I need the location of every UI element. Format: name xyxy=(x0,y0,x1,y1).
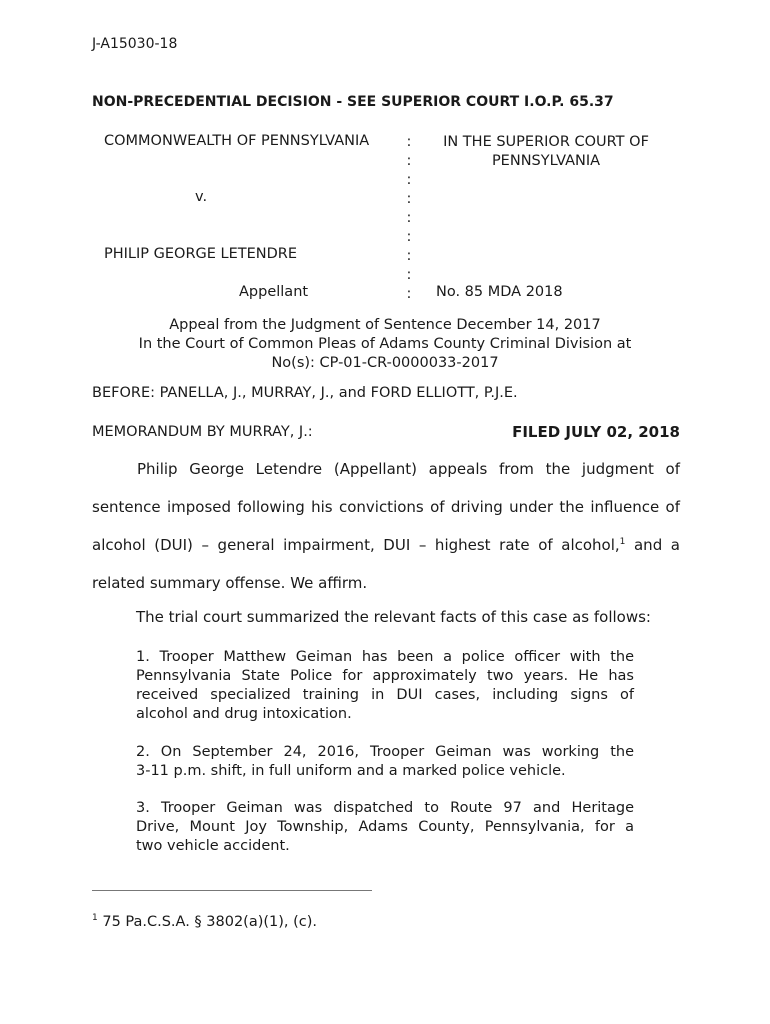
caption-colon: : xyxy=(406,210,412,226)
body-line: related summary offense. We affirm. xyxy=(92,574,368,592)
caption-plaintiff: COMMONWEALTH OF PENNSYLVANIA xyxy=(104,133,370,149)
footnote-number: 1 xyxy=(92,913,98,924)
footnote-divider xyxy=(92,890,372,891)
appeal-line1: Appeal from the Judgment of Sentence December 14, 2017 xyxy=(169,317,601,333)
fact-line: 3-11 p.m. shift, in full uniform and a marked police vehicle. xyxy=(136,763,566,779)
caption-colon: : xyxy=(406,286,412,302)
court-name-line1: IN THE SUPERIOR COURT OF xyxy=(443,134,649,150)
docket-id: J-A15030-18 xyxy=(92,36,178,52)
opening-paragraph xyxy=(92,450,680,602)
caption-role: Appellant xyxy=(239,284,309,300)
appeal-info xyxy=(92,316,678,373)
appeal-line3: No(s): CP-01-CR-0000033-2017 xyxy=(271,355,499,371)
memorandum-author: MEMORANDUM BY MURRAY, J.: xyxy=(92,424,313,440)
caption-versus: v. xyxy=(195,189,208,205)
fact-line: received specialized training in DUI cases, including signs of xyxy=(136,687,634,703)
footnote-text: 75 Pa.C.S.A. § 3802(a)(1), (c). xyxy=(97,914,318,930)
panel-judges: BEFORE: PANELLA, J., MURRAY, J., and FORD ELLIOTT, P.J.E. xyxy=(92,385,518,401)
court-name xyxy=(430,133,662,171)
caption-colon: : xyxy=(406,172,412,188)
fact-item-1 xyxy=(136,648,634,724)
caption-colon: : xyxy=(406,134,412,150)
appeal-line2: In the Court of Common Pleas of Adams County Criminal Division at xyxy=(138,336,632,352)
fact-line: alcohol and drug intoxication. xyxy=(136,706,352,722)
court-name-line2: PENNSYLVANIA xyxy=(491,153,601,169)
caption-colon: : xyxy=(406,248,412,264)
caption-colon: : xyxy=(406,229,412,245)
body-line-text: and a xyxy=(625,536,680,554)
body-line: Philip George Letendre (Appellant) appeals from the judgment of xyxy=(137,460,680,478)
body-line-text: alcohol (DUI) – general impairment, DUI – highest rate of alcohol, xyxy=(92,536,620,554)
caption-separator xyxy=(404,133,414,304)
caption-defendant: PHILIP GEORGE LETENDRE xyxy=(104,246,298,262)
caption-colon: : xyxy=(406,153,412,169)
footnote-reference[interactable]: 1 xyxy=(619,537,626,547)
body-line xyxy=(92,526,680,564)
caption-colon: : xyxy=(406,191,412,207)
fact-line: two vehicle accident. xyxy=(136,838,290,854)
fact-item-2 xyxy=(136,743,634,781)
body-line: sentence imposed following his convictions of driving under the influence of xyxy=(92,498,680,516)
summary-intro: The trial court summarized the relevant facts of this case as follows: xyxy=(136,608,651,626)
fact-line: Drive, Mount Joy Township, Adams County, Pennsylvania, for a xyxy=(136,819,634,835)
caption-colon: : xyxy=(406,267,412,283)
fact-line: 1. Trooper Matthew Geiman has been a police officer with the xyxy=(136,649,634,665)
filed-date: FILED JULY 02, 2018 xyxy=(512,423,680,441)
case-number: No. 85 MDA 2018 xyxy=(436,284,563,300)
fact-line: Pennsylvania State Police for approximately two years. He has xyxy=(136,668,634,684)
footnote xyxy=(92,914,317,930)
non-precedential-banner: NON-PRECEDENTIAL DECISION - SEE SUPERIOR COURT I.O.P. 65.37 xyxy=(92,94,614,110)
fact-item-3 xyxy=(136,799,634,856)
fact-line: 2. On September 24, 2016, Trooper Geiman was working the xyxy=(136,744,634,760)
fact-line: 3. Trooper Geiman was dispatched to Route 97 and Heritage xyxy=(136,800,634,816)
